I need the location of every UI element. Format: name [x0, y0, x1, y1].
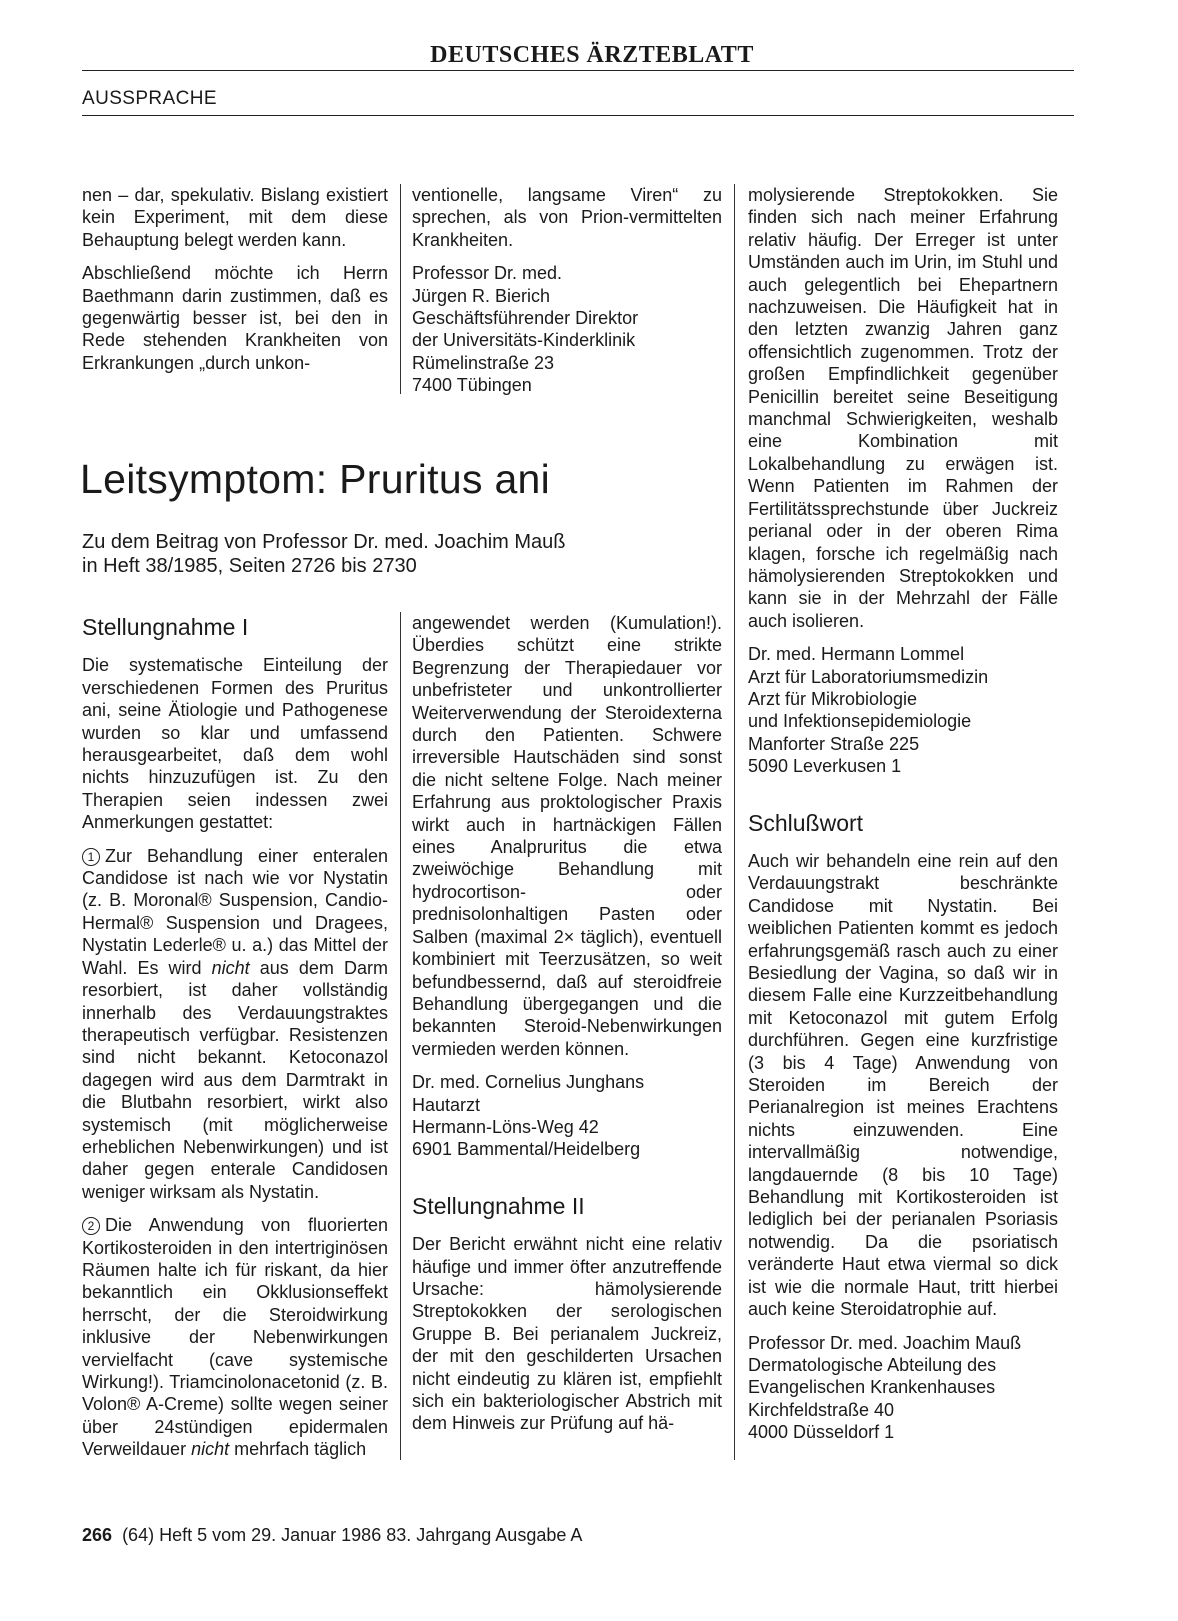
- middle-column: [412, 612, 722, 1446]
- signature-line: Professor Dr. med. Joachim Mauß: [748, 1332, 1022, 1353]
- header-rule-top: [82, 70, 1074, 71]
- issue-info: (64) Heft 5 vom 29. Januar 1986 83. Jahrgang Ausgabe A: [122, 1525, 583, 1545]
- paragraph: 1 Zur Behandlung einer enteralen Candidose ist nach wie vor Nystatin (z. B. Moronal® Suspension, Candio-Hermal® Suspension und Dragees, Nystatin Lederle® u. a.) das Mittel der Wahl. Es wird nicht aus dem Darm resorbiert, ist daher vollständig innerhalb des Verdauungstraktes therapeutisch verfügbar. Resistenzen sind nicht bekannt. Ketoconazol dagegen wird aus dem Darmtrakt in die Blutbahn resorbiert, wirkt also systemisch (mit möglicherweise erheblichen Nebenwirkungen) und ist daher gegen enterale Candidosen weniger wirksam als Nystatin.: [82, 845, 388, 1202]
- paragraph: Abschließend möchte ich Herrn Baethmann darin zustimmen, daß es gegenwärtig besser ist, bei den in Rede stehenden Krankheiten von Erkrankungen „durch unkon-: [82, 263, 388, 373]
- signature-line: 5090 Leverkusen 1: [748, 756, 902, 777]
- signature-line: Hautarzt: [412, 1094, 481, 1115]
- signature-line: Professor Dr. med.: [412, 263, 563, 284]
- paragraph: Auch wir behandeln eine rein auf den Verdauungstrakt beschränkte Candidose mit Nystatin. Bei weiblichen Patienten kommt es jedoch erfahrungsgemäß rasch auch zu einer Besiedlung der Vagina, so daß wir in diesem Falle eine Kurzzeitbehandlung mit Ketoconazol mit gutem Erfolg durchführen. Gegen eine kurzfristige (3 bis 4 Tage) Anwendung von Steroiden im Bereich der Perianalregion ist meines Erachtens nichts einzuwenden. Eine intervallmäßig notwendige, langdauernde (8 bis 10 Tage) Behandlung mit Kortikosteroiden ist lediglich bei der perianalen Psoriasis notwendig. Da die psoriatisch veränderte Haut etwa viermal so dick ist wie die normale Haut, tritt hierbei auch keine Steroidatrophie auf.: [748, 850, 1058, 1320]
- masthead: DEUTSCHES ÄRZTEBLATT: [430, 42, 754, 68]
- article-subtitle: [82, 530, 566, 578]
- signature-line: Jürgen R. Bierich: [412, 285, 551, 306]
- section-heading: Stellungnahme II: [412, 1192, 585, 1219]
- paragraph: angewendet werden (Kumulation!). Überdies schützt eine strikte Begrenzung der Therapiedauer vor unbefristeter und unkontrollierter Weiterverwendung der Steroidexterna durch den Patienten. Schwere irreversible Hautschäden sind sonst die nicht seltene Folge. Nach meiner Erfahrung aus proktologischer Praxis wirkt auch in hartnäckigen Fällen eines Analpruritus die etwa zweiwöchige Behandlung mit hydrocortison- oder prednisolonhaltigen Pasten oder Salben (maximal 2× täglich), eventuell kombiniert mit Teerzusätzen, so weit befundbessernd, daß auf steroidfreie Behandlung übergegangen und die bekannten Steroid-Nebenwirkungen vermieden werden können.: [412, 613, 722, 1059]
- paragraph: 2 Die Anwendung von fluorierten Kortikosteroiden in den intertriginösen Räumen halte ich für riskant, da hier bekanntlich ein Okklusionseffekt herrscht, der die Steroidwirkung inklusive der Nebenwirkungen vervielfacht (cave systemische Wirkung!). Triamcinolonacetonid (z. B. Volon® A-Creme) sollte wegen seiner über 24stündigen epidermalen Verweildauer nicht mehrfach täglich: [82, 1215, 388, 1460]
- subtitle-line: in Heft 38/1985, Seiten 2726 bis 2730: [82, 555, 417, 577]
- top-column-2: [412, 184, 722, 408]
- header-rule-bottom: [82, 115, 1074, 116]
- author-signature: [412, 262, 722, 396]
- signature-line: der Universitäts-Kinderklinik: [412, 330, 636, 351]
- section-heading: Stellungnahme I: [82, 614, 249, 640]
- article-title: Leitsymptom: Pruritus ani: [80, 456, 551, 502]
- signature-line: und Infektionsepidemiologie: [748, 711, 972, 732]
- signature-line: Dr. med. Hermann Lommel: [748, 644, 965, 665]
- paragraph: nen – dar, spekulativ. Bislang existiert kein Experiment, mit dem diese Behauptung belegt werden kann.: [82, 185, 388, 250]
- paragraph: Der Bericht erwähnt nicht eine relativ häufige und immer öfter anzutreffende Ursache: hämolysierende Streptokokken der serologischen Gruppe B. Bei perianalem Juckreiz, der mit den geschilderten Ursachen nicht eindeutig zu klären ist, empfiehlt sich ein bakteriologischer Abstrich mit dem Hinweis zur Prüfung auf hä-: [412, 1234, 722, 1434]
- paragraph: molysierende Streptokokken. Sie finden sich nach meiner Erfahrung relativ häufig. Der Erreger ist unter Umständen auch im Urin, im Stuhl und auch gelegentlich bei Ehepartnern nachzuweisen. Die Häufigkeit hat in den letzten zwanzig Jahren ganz offensichtlich zugenommen. Trotz der großen Empfindlichkeit gegenüber Penicillin bereitet seine Beseitigung manchmal Schwierigkeiten, weshalb eine Kombination mit Lokalbehandlung zu erwägen ist. Wenn Patienten im Rahmen der Fertilitätssprechstunde über Juckreiz perianal oder in der oberen Rima klagen, forsche ich regelmäßig nach hämolysierenden Streptokokken und kann sie in der Mehrzahl der Fälle auch isolieren.: [748, 185, 1058, 631]
- signature-line: Hermann-Löns-Weg 42: [412, 1116, 599, 1137]
- circled-number-1-icon: 1: [82, 848, 100, 866]
- signature-line: Manforter Straße 225: [748, 733, 920, 754]
- signature-line: Arzt für Laboratoriumsmedizin: [748, 666, 989, 687]
- paragraph: Die systematische Einteilung der verschiedenen Formen des Pruritus ani, seine Ätiologie und Pathogenese wurden so klar und umfassend herausgearbeitet, daß dem wohl nichts hinzuzufügen ist. Zu den Therapien seien indessen zwei Anmerkungen gestattet:: [82, 655, 388, 833]
- signature-line: Dr. med. Cornelius Junghans: [412, 1072, 645, 1093]
- signature-line: Dermatologische Abteilung des: [748, 1354, 997, 1375]
- section-label: AUSSPRACHE: [82, 88, 217, 109]
- signature-line: 6901 Bammental/Heidelberg: [412, 1139, 641, 1160]
- signature-line: 7400 Tübingen: [412, 375, 532, 396]
- signature-line: Arzt für Mikrobiologie: [748, 688, 918, 709]
- top-column-1: [82, 184, 388, 385]
- column-divider: [400, 612, 401, 1460]
- page-footer: [82, 1525, 582, 1546]
- author-signature: [748, 1332, 1058, 1444]
- circled-number-2-icon: 2: [82, 1217, 100, 1235]
- paragraph: ventionelle, langsame Viren“ zu sprechen, als von Prion-vermittelten Krankheiten.: [412, 185, 722, 250]
- signature-line: Geschäftsführender Direktor: [412, 308, 639, 329]
- column-divider: [400, 184, 401, 394]
- column-divider: [734, 184, 735, 1460]
- page-number: 266: [82, 1525, 113, 1545]
- stellungnahme-1-column: [82, 616, 388, 1472]
- right-column: [748, 184, 1058, 1455]
- signature-line: Evangelischen Krankenhauses: [748, 1377, 996, 1398]
- author-signature: [412, 1071, 722, 1161]
- section-heading: Schlußwort: [748, 809, 864, 836]
- signature-line: Kirchfeldstraße 40: [748, 1399, 895, 1420]
- author-signature: [748, 643, 1058, 777]
- signature-line: 4000 Düsseldorf 1: [748, 1422, 895, 1443]
- signature-line: Rümelinstraße 23: [412, 352, 555, 373]
- subtitle-line: Zu dem Beitrag von Professor Dr. med. Joachim Mauß: [82, 531, 566, 553]
